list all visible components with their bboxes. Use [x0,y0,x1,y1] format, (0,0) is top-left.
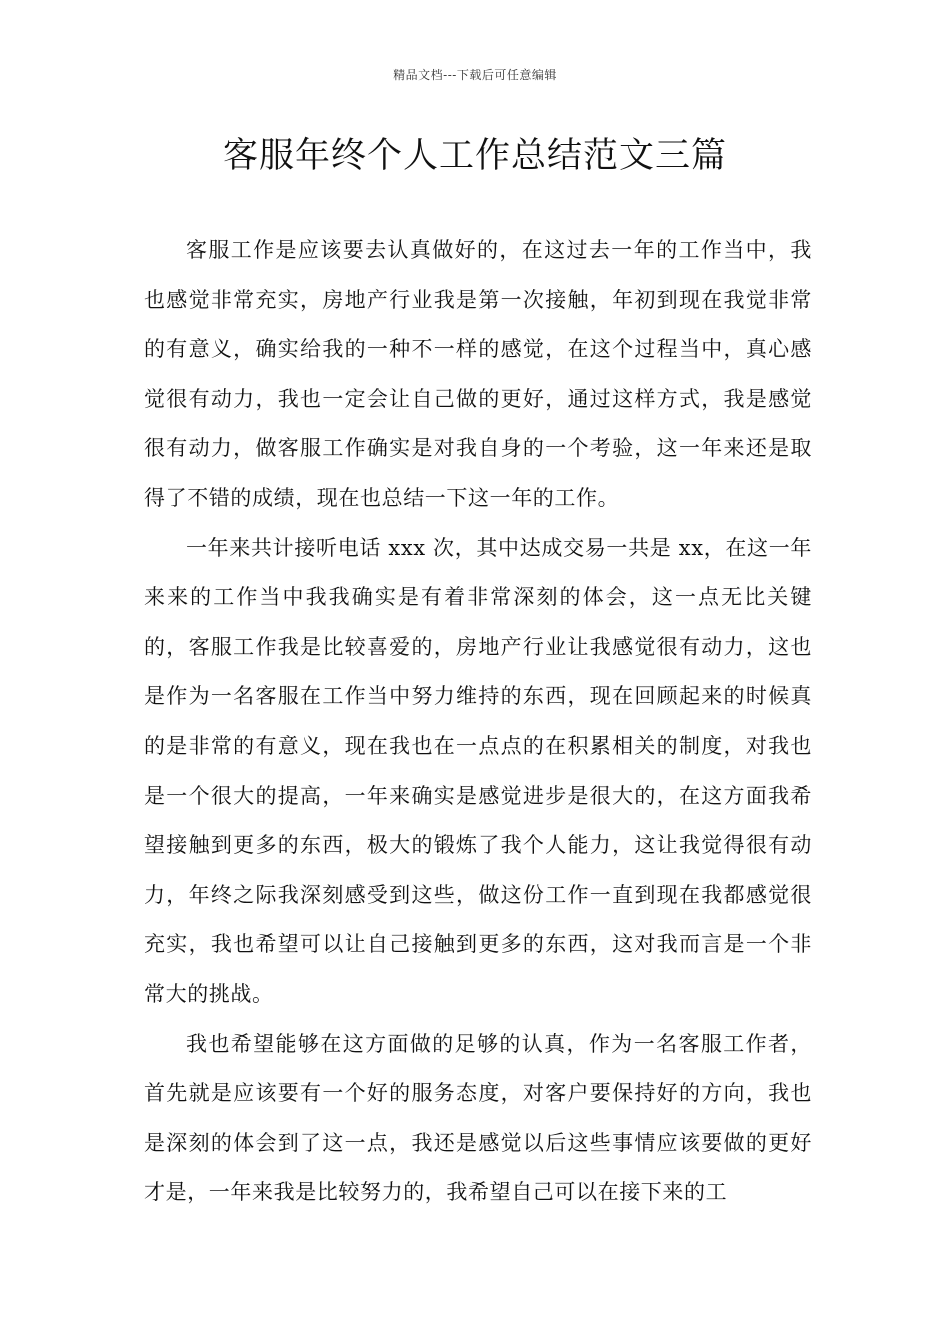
document-body [144,226,812,1218]
paragraph-2: 一年来共计接听电话 xxx 次，其中达成交易一共是 xx，在这一年来来的工作当中我我确实是有着非常深刻的体会，这一点无比关键的，客服工作我是比较喜爱的，房地产行业让我感觉很有动力，这也是作为一名客服在工作当中努力维持的东西，现在回顾起来的时候真的是非常的有意义，现在我也在一点点的在积累相关的制度，对我也是一个很大的提高，一年来确实是感觉进步是很大的，在这方面我希望接触到更多的东西，极大的锻炼了我个人能力，这让我觉得很有动力，年终之际我深刻感受到这些，做这份工作一直到现在我都感觉很充实，我也希望可以让自己接触到更多的东西，这对我而言是一个非常大的挑战。 [144,535,812,1006]
paragraph-1: 客服工作是应该要去认真做好的，在这过去一年的工作当中，我也感觉非常充实，房地产行业我是第一次接触，年初到现在我觉非常的有意义，确实给我的一种不一样的感觉，在这个过程当中，真心感觉很有动力，我也一定会让自己做的更好，通过这样方式，我是感觉很有动力，做客服工作确实是对我自身的一个考验，这一年来还是取得了不错的成绩，现在也总结一下这一年的工作。 [144,238,812,510]
header-note: 精品文档---下载后可任意编辑 [393,68,557,82]
document-title: 客服年终个人工作总结范文三篇 [222,136,727,176]
paragraph-3: 我也希望能够在这方面做的足够的认真，作为一名客服工作者，首先就是应该要有一个好的服务态度，对客户要保持好的方向，我也是深刻的体会到了这一点，我还是感觉以后这些事情应该要做的更好才是，一年来我是比较努力的，我希望自己可以在接下来的工 [144,1031,812,1205]
